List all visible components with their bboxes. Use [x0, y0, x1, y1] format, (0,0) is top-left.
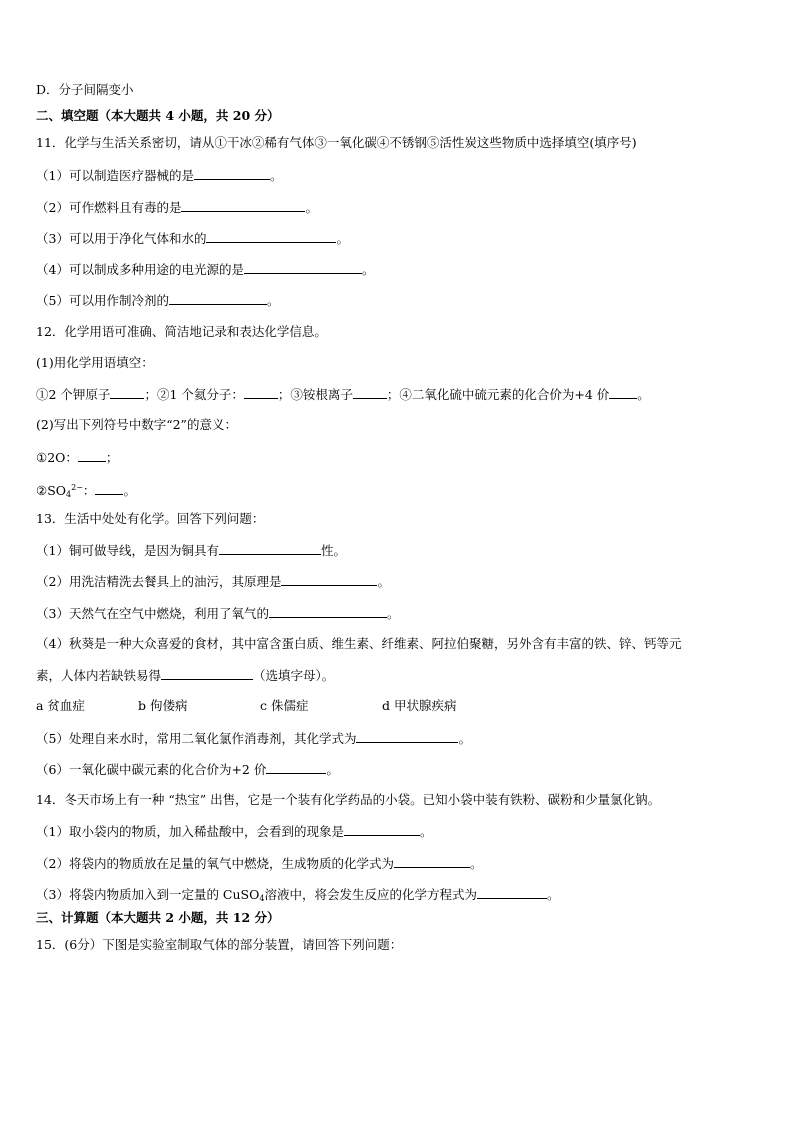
q13-part5: （5）处理自来水时，常用二氧化氯作消毒剂，其化学式为 。 — [36, 731, 471, 746]
answer-blank[interactable] — [181, 199, 305, 212]
q12-sub2: (2)写出下列符号中数字“2”的意义： — [36, 417, 237, 432]
q11-stem: 11．化学与生活关系密切，请从①干冰②稀有气体③一氧化碳④不锈钢⑤活性炭这些物质中选择填空(填序号) — [36, 135, 637, 150]
q12-sub2-item1: ①2O： ； — [36, 450, 119, 465]
answer-blank[interactable] — [194, 167, 270, 180]
q12-sub2-item2: $②SO_4^{2-}$： 。 — [36, 483, 136, 499]
option-b: b 佝偻病 — [138, 698, 188, 713]
answer-blank[interactable] — [281, 573, 377, 586]
q12-sub1-items: ①2 个钾原子 ；②1 个氦分子： ；③铵根离子 ；④二氧化硫中硫元素的化合价为+4 价 。 — [36, 387, 650, 402]
q12-sub1: (1)用化学用语填空： — [36, 355, 154, 370]
option-d: d 甲状腺疾病 — [382, 698, 457, 713]
section3-title: 三、计算题（本大题共 2 小题，共 12 分） — [36, 910, 280, 925]
answer-blank[interactable] — [219, 542, 321, 555]
q13-part2: （2）用洗洁精洗去餐具上的油污，其原理是 。 — [36, 574, 390, 589]
section2-title: 二、填空题（本大题共 4 小题，共 20 分） — [36, 108, 280, 123]
answer-blank[interactable] — [477, 886, 547, 899]
q11-part2: （2）可作燃料且有毒的是 。 — [36, 200, 318, 215]
answer-blank[interactable] — [269, 605, 387, 618]
q12-stem: 12．化学用语可准确、简洁地记录和表达化学信息。 — [36, 324, 327, 339]
q14-part1: （1）取小袋内的物质，加入稀盐酸中，会看到的现象是 。 — [36, 824, 433, 839]
answer-blank[interactable] — [206, 230, 336, 243]
q13-options — [36, 698, 456, 714]
answer-blank[interactable] — [266, 761, 326, 774]
answer-blank[interactable] — [244, 261, 362, 274]
q11-part4: （4）可以制成多种用途的电光源的是 。 — [36, 262, 375, 277]
q13-part3: （3）天然气在空气中燃烧，利用了氧气的 。 — [36, 606, 400, 621]
answer-blank[interactable] — [110, 386, 144, 399]
answer-blank[interactable] — [356, 730, 458, 743]
q11-part1: （1）可以制造医疗器械的是 。 — [36, 168, 283, 183]
option-a: a 贫血症 — [36, 698, 85, 713]
answer-blank[interactable] — [353, 386, 387, 399]
q13-part4-line2: 素，人体内若缺铁易得 （选填字母）。 — [36, 668, 335, 683]
answer-blank[interactable] — [344, 823, 420, 836]
answer-blank[interactable] — [78, 449, 106, 462]
q11-part5: （5）可以用作制冷剂的 。 — [36, 293, 280, 308]
q14-part2: （2）将袋内的物质放在足量的氧气中燃烧，生成物质的化学式为 。 — [36, 856, 483, 871]
q14-part3: （3）将袋内物质加入到一定量的 CuSO$_4$溶液中，将会发生反应的化学方程式为 。 — [36, 887, 560, 903]
q13-stem: 13．生活中处处有化学。回答下列问题： — [36, 511, 265, 526]
q13-part6: （6）一氧化碳中碳元素的化合价为+2 价 。 — [36, 762, 339, 777]
q13-part1: （1）铜可做导线，是因为铜具有 性。 — [36, 543, 346, 558]
answer-blank[interactable] — [609, 386, 637, 399]
answer-blank[interactable] — [394, 855, 470, 868]
answer-blank[interactable] — [244, 386, 278, 399]
answer-blank[interactable] — [169, 292, 267, 305]
q15-stem: 15．(6分）下图是实验室制取气体的部分装置，请回答下列问题： — [36, 937, 403, 952]
q13-part4-line1: （4）秋葵是一种大众喜爱的食材，其中富含蛋白质、维生素、纤维素、阿拉伯聚糖，另外含有丰富的铁、锌、钙等元 — [36, 636, 682, 651]
answer-blank[interactable] — [161, 667, 253, 680]
answer-blank[interactable] — [95, 482, 123, 495]
q14-stem: 14．冬天市场上有一种 “热宝” 出售，它是一个装有化学药品的小袋。已知小袋中装有铁粉、碳粉和少量氯化钠。 — [36, 792, 661, 807]
q10-option-d: D．分子间隔变小 — [36, 82, 134, 97]
q11-part3: （3）可以用于净化气体和水的 。 — [36, 231, 349, 246]
option-c: c 侏儒症 — [260, 698, 309, 713]
